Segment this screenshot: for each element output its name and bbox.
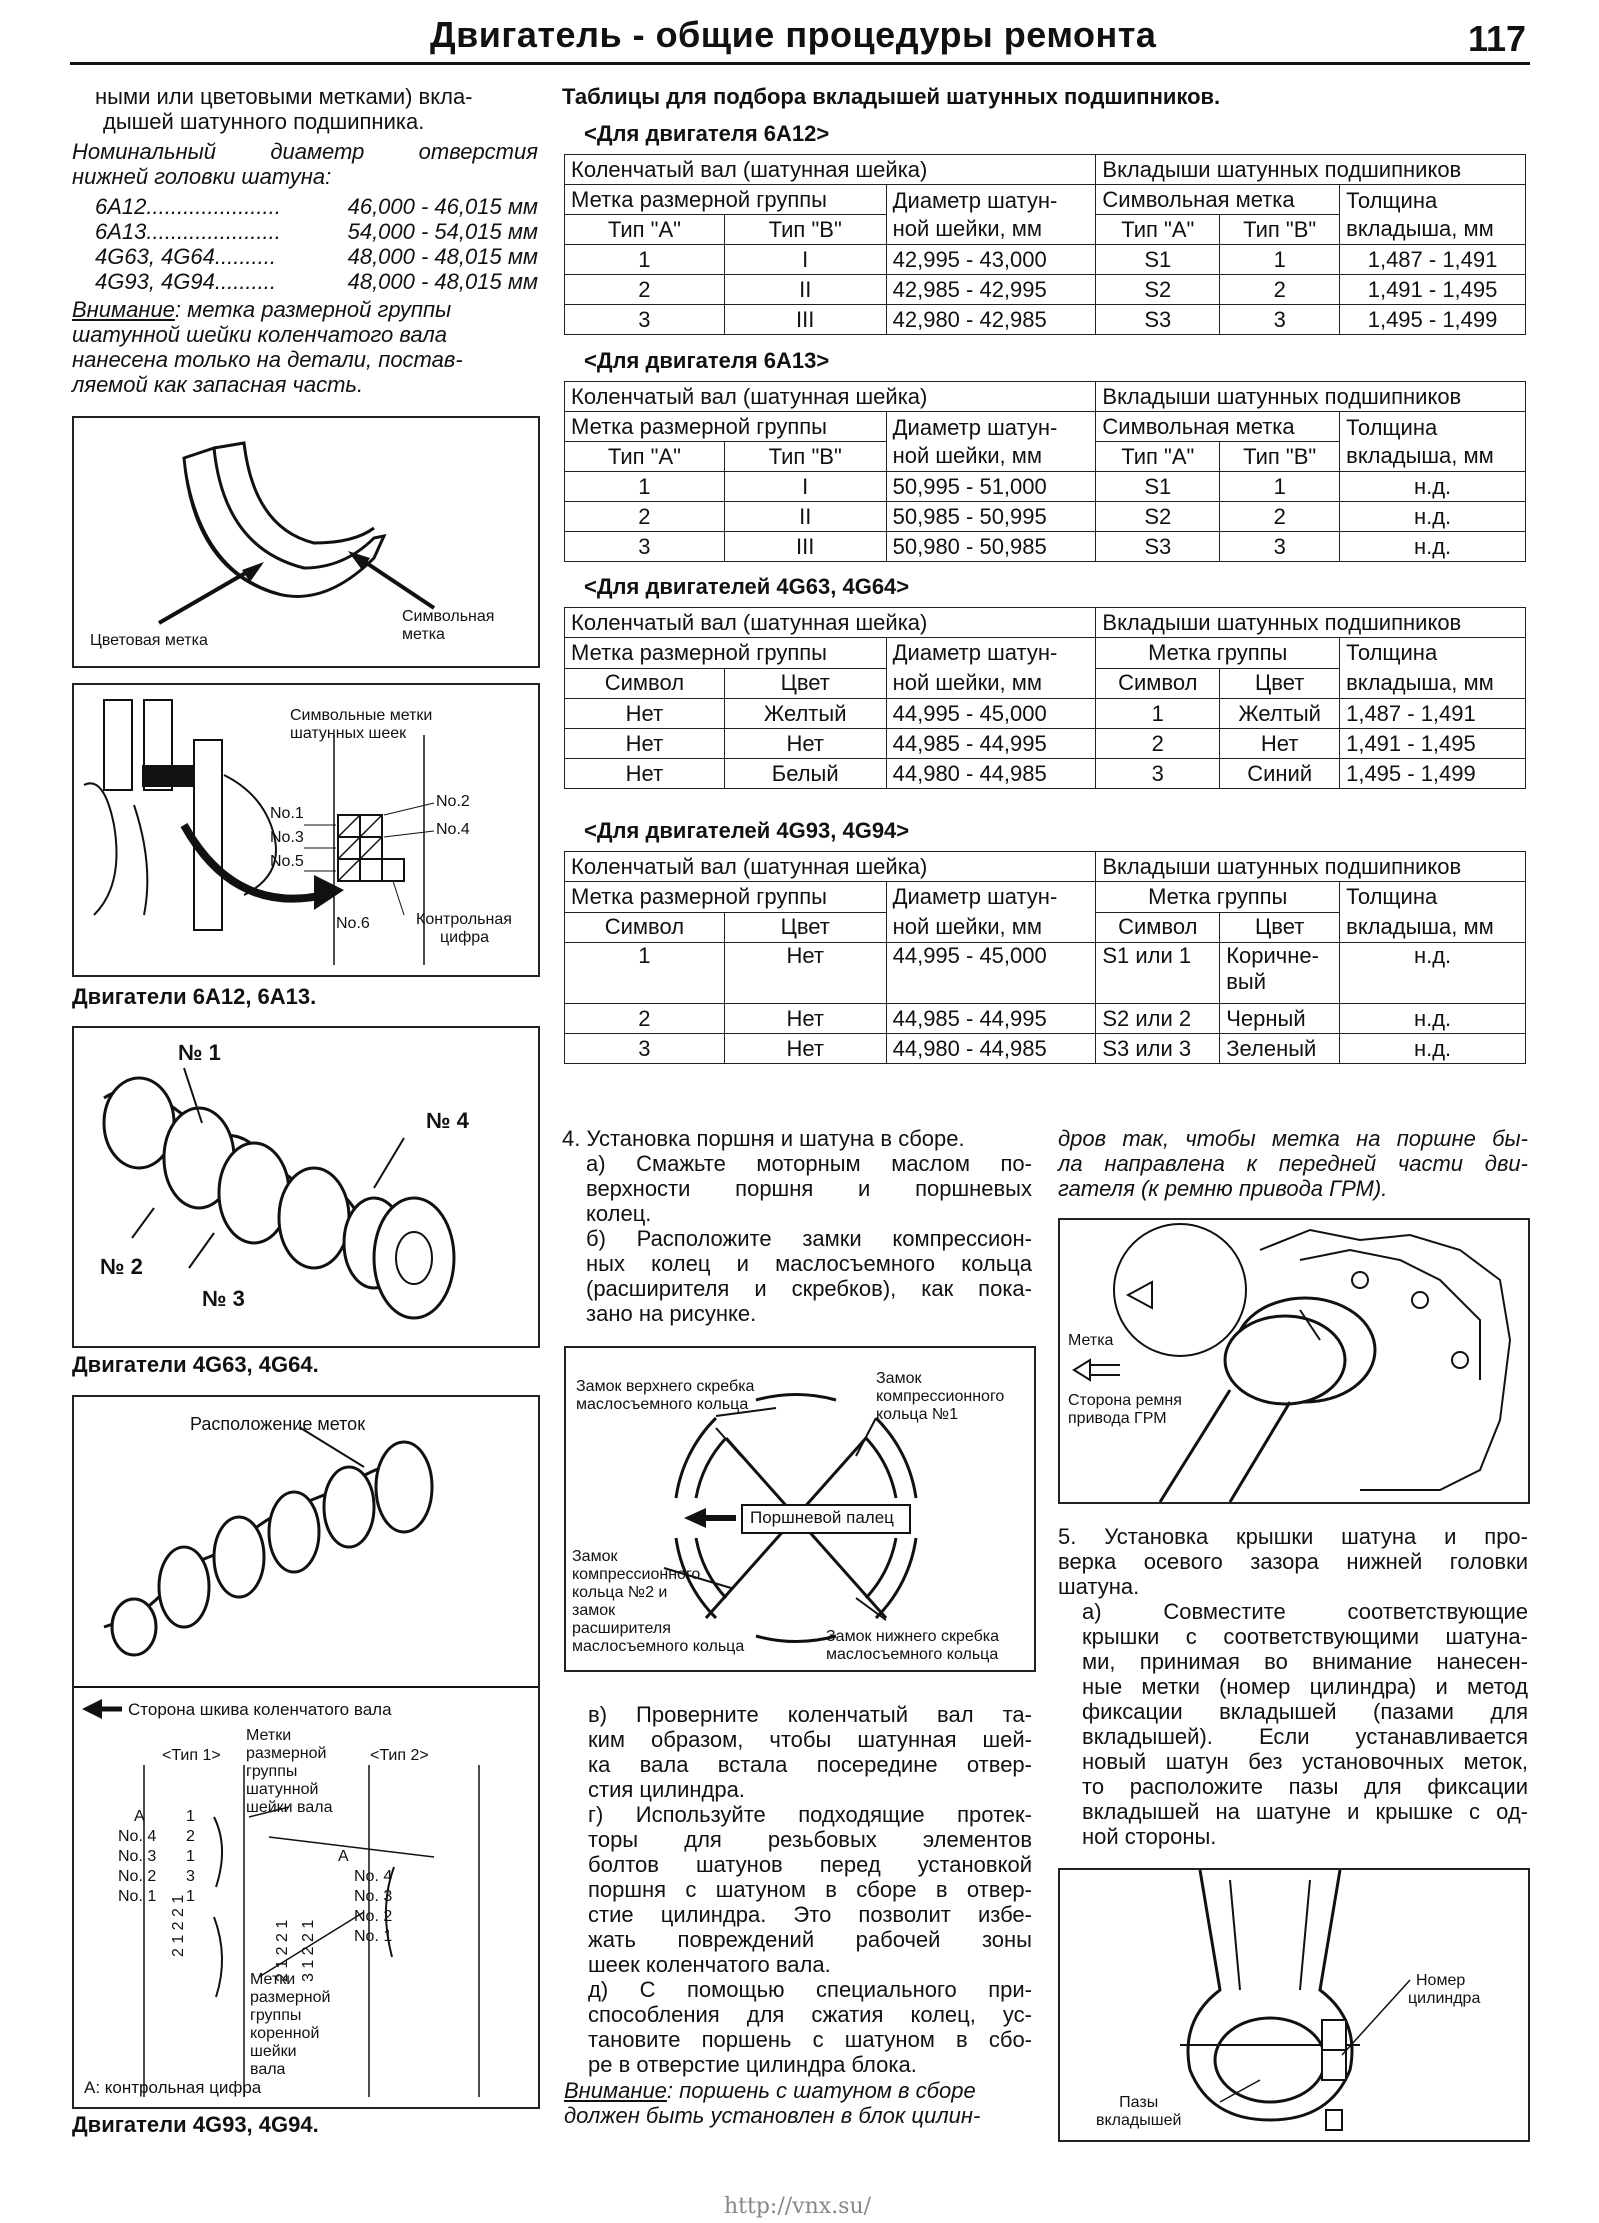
- dims-row: 6А12 ...................... 46,000 - 46,015 мм: [95, 194, 538, 219]
- attention-note: Внимание: метка размерной группы шатунной шейки коленчатого вала нанесена только на детали, постав- ляемой как запасная часть.: [72, 297, 463, 397]
- right-continuation: дров так, чтобы метка на поршне бы- ла направлена к передней части дви- гателя (к ремню привода ГРМ).: [1058, 1126, 1528, 1201]
- color-mark-label: Цветовая метка: [90, 632, 208, 649]
- dims-row: 6А13 ...................... 54,000 - 54,015 мм: [95, 219, 538, 244]
- table-row: 1 Нет 44,995 - 45,000 S1 или 1 Коричне-вый н.д.: [565, 943, 1526, 1004]
- mid-attention: Внимание: поршень с шатуном в сборе должен быть установлен в блок цилин-: [564, 2078, 981, 2128]
- footer-url[interactable]: http://vnx.su/: [724, 2194, 872, 2219]
- crankshaft-4g63-figure: [72, 1026, 540, 1348]
- comp-ring1-gap-label: Замок компрессионного кольца №1: [876, 1370, 1005, 1423]
- intro-text: [95, 84, 538, 134]
- nominal-text: [72, 139, 538, 189]
- piston-pin-label: Поршневой палец: [750, 1508, 894, 1527]
- table-4g63-heading: <Для двигателей 4G63, 4G64>: [584, 574, 910, 599]
- dims-row: 4G63, 4G64 .......... 48,000 - 48,015 мм: [95, 244, 538, 269]
- connecting-rod-figure: [1058, 1868, 1530, 2142]
- caption-6a12-6a13: Двигатели 6А12, 6А13.: [72, 984, 317, 1009]
- top-scraper-gap-label: Замок верхнего скребка маслосъемного кольца: [576, 1378, 755, 1413]
- crankshaft-4g93-figure: [72, 1395, 540, 2109]
- table-6a12-heading: <Для двигателя 6А12>: [584, 121, 830, 146]
- no3-label: No.3: [270, 829, 304, 846]
- table-row: 2 Нет 44,985 - 44,995 S2 или 2 Черный н.д.: [565, 1004, 1526, 1034]
- type2-col2-codes: 3 1 2 2 1: [300, 1919, 317, 1982]
- dims-row: 4G93, 4G94 .......... 48,000 - 48,015 мм: [95, 269, 538, 294]
- table-4g93: Коленчатый вал (шатунная шейка) Вкладыши шатунных подшипников Метка размерной группы Диаметр шатун- ной шейки, мм Метка группы Толщина вкладыша, мм Символ Цвет Символ Цвет 1 Нет 44,995 - 45,000 S1 или 1 Коричне-вый н.д. 2 Нет 44,985 - 44,995 S2 или 2 Черный н.д. 3 Нет 44,980 - 44,985 S3 или 3 Зеленый н.д.: [564, 851, 1526, 1064]
- table-6a13: Коленчатый вал (шатунная шейка) Вкладыши шатунных подшипников Метка размерной группы Диаметр шатун- ной шейки, мм Символьная метка Толщина вкладыша, мм Тип "А" Тип "В" Тип "А" Тип "В" 1 I 50,995 - 51,000 S1 1 н.д. 2 II 50,985 - 50,995 S2 2 н.д. 3 III 50,980 - 50,985 S3 3 н.д.: [564, 381, 1526, 562]
- belt-side-label: Сторона ремня привода ГРМ: [1068, 1392, 1182, 1427]
- steps-text: в) Проверните коленчатый вал та- ким образом, чтобы шатунная шей- ка вала встала посередине отвер- стия цилиндра. г) Используйте подходящие протек- торы для резьбовых элементов болтов шатунов перед установкой поршня с шатуном в сборе в отвер- стие цилиндра. Это позволит избе- жать повреждений рабочей зоны шеек коленчатого вала. д) С помощью специального при- способления для сжатия колец, ус- тановите поршень с шатуном в сбо- ре в отверстие цилиндра блока.: [588, 1702, 1032, 2077]
- control-digit-label: Контрольная цифра: [416, 911, 512, 946]
- caption-4g63-4g64: Двигатели 4G63, 4G64.: [72, 1352, 319, 1377]
- table-4g63: Коленчатый вал (шатунная шейка) Вкладыши шатунных подшипников Метка размерной группы Диаметр шатун- ной шейки, мм Метка группы Толщина вкладыша, мм Символ Цвет Символ Цвет Нет Желтый 44,995 - 45,000 1 Желтый 1,487 - 1,491 Нет Нет 44,985 - 44,995 2 Нет 1,491 - 1,495 Нет Белый 44,980 - 44,985 3 Синий 1,495 - 1,499: [564, 607, 1526, 789]
- no4-label: No.4: [436, 821, 470, 838]
- type2-label: <Тип 2>: [370, 1747, 429, 1764]
- journal-marks-figure: [72, 683, 540, 977]
- table-row: 1 I 50,995 - 51,000 S1 1 н.д.: [565, 472, 1526, 502]
- table-row: 3 III 50,980 - 50,985 S3 3 н.д.: [565, 532, 1526, 562]
- cylinder-number-label: Номер цилиндра: [1408, 1972, 1481, 2007]
- symbol-mark-label: Символьная метка: [402, 608, 495, 643]
- intro-line: ными или цветовыми метками) вкла-: [95, 84, 473, 109]
- nominal-line: нижней головки шатуна:: [72, 164, 332, 189]
- bottom-scraper-gap-label: Замок нижнего скребка маслосъемного кольца: [826, 1628, 999, 1663]
- type1-no-labels: A No. 4 No. 3 No. 2 No. 1: [118, 1808, 157, 1905]
- bearing-slots-label: Пазы вкладышей: [1096, 2094, 1182, 2129]
- marks-location-label: Расположение меток: [190, 1414, 366, 1434]
- crankshaft-4g63-drawing: [74, 1028, 538, 1346]
- table-row: Нет Желтый 44,995 - 45,000 1 Желтый 1,487 - 1,491: [565, 699, 1526, 729]
- comp-ring2-gap-label: Замок компрессионного кольца №2 и замок расширителя маслосъемного кольца: [572, 1548, 745, 1655]
- pulley-side-label: Сторона шкива коленчатого вала: [128, 1700, 392, 1719]
- control-note-label: А: контрольная цифра: [84, 2078, 262, 2097]
- step5-text: 5. Установка крышки шатуна и про- верка осевого зазора нижней головки шатуна. а) Совместите соответствующие крышки с соответствующими шатуна- ми, принимая во внимание нанесен- ные метки (номер цилиндра) и метод фиксации вкладышей (пазами для вкладышей). Если устанавливается новый шатун без установочных меток, то расположите пазы для фиксации вкладышей на шатуне и крышке с од- ной стороны.: [1058, 1524, 1528, 1849]
- journal-no2-label: № 2: [100, 1254, 143, 1279]
- table-6a12: Коленчатый вал (шатунная шейка) Вкладыши шатунных подшипников Метка размерной группы Диаметр шатун- ной шейки, мм Символьная метка Толщина вкладыша, мм Тип "А" Тип "В" Тип "А" Тип "В" 1 I 42,995 - 43,000 S1 1 1,487 - 1,491 2 II 42,985 - 42,995 S2 2 1,491 - 1,495 3 III 42,980 - 42,985 S3 3 1,495 - 1,499: [564, 154, 1526, 335]
- table-6a13-heading: <Для двигателя 6А13>: [584, 348, 830, 373]
- type1-codes: 1 2 1 3 1: [186, 1808, 195, 1905]
- journal-marks-label: Метки размерной группы шатунной шейки вала: [246, 1727, 333, 1816]
- tables-title: Таблицы для подбора вкладышей шатунных подшипников.: [562, 84, 1221, 109]
- no1-label: No.1: [270, 805, 304, 822]
- intro-line: дышей шатунного подшипника.: [103, 109, 425, 134]
- type2-no-labels: A No. 4 No. 3 No. 2 No. 1: [338, 1848, 393, 1945]
- ring-gaps-figure: [564, 1346, 1036, 1672]
- journal-marks-title: Символьные метки шатунных шеек: [290, 707, 433, 742]
- piston-mark-figure: [1058, 1218, 1530, 1504]
- table-row: 3 Нет 44,980 - 44,985 S3 или 3 Зеленый н.д.: [565, 1034, 1526, 1064]
- table-row: 3 III 42,980 - 42,985 S3 3 1,495 - 1,499: [565, 305, 1526, 335]
- no6-label: No.6: [336, 915, 370, 932]
- main-marks-label: Метки размерной группы коренной шейки вала: [250, 1971, 331, 2078]
- journal-no4-label: № 4: [426, 1108, 469, 1133]
- dims-list: [95, 194, 538, 294]
- step4-text: 4. Установка поршня и шатуна в сборе. а) Смажьте моторным маслом по- верхности поршня и поршневых колец. б) Расположите замки компрессион- ных колец и маслосъемного кольца (расширителя и скребков), как пока- зано на рисунке.: [562, 1126, 1032, 1326]
- type2-col1-codes: 2 1 2 2 1: [274, 1919, 291, 1982]
- table-row: 2 II 50,985 - 50,995 S2 2 н.д.: [565, 502, 1526, 532]
- caption-4g93-4g94: Двигатели 4G93, 4G94.: [72, 2112, 319, 2137]
- journal-no1-label: № 1: [178, 1040, 221, 1065]
- table-row: Нет Белый 44,980 - 44,985 3 Синий 1,495 - 1,499: [565, 759, 1526, 789]
- page-number: 117: [1468, 18, 1527, 59]
- journal-no3-label: № 3: [202, 1286, 245, 1311]
- mark-label: Метка: [1068, 1332, 1114, 1349]
- bearing-shell-figure: [72, 416, 540, 668]
- attention-label: Внимание: [72, 297, 175, 322]
- table-row: 2 II 42,985 - 42,995 S2 2 1,491 - 1,495: [565, 275, 1526, 305]
- type1-label: <Тип 1>: [162, 1747, 221, 1764]
- no5-label: No.5: [270, 853, 304, 870]
- table-row: Нет Нет 44,985 - 44,995 2 Нет 1,491 - 1,495: [565, 729, 1526, 759]
- table-4g93-heading: <Для двигателей 4G93, 4G94>: [584, 818, 910, 843]
- table-row: 1 I 42,995 - 43,000 S1 1 1,487 - 1,491: [565, 245, 1526, 275]
- no2-label: No.2: [436, 793, 470, 810]
- type1-main-codes: 2 1 2 2 1: [170, 1894, 187, 1957]
- nominal-line: Номинальный диаметр отверстия: [72, 139, 538, 164]
- piston-mark-drawing: [1060, 1220, 1528, 1502]
- page-title: Двигатель - общие процедуры ремонта: [430, 14, 1157, 55]
- header-rule: [70, 62, 1530, 65]
